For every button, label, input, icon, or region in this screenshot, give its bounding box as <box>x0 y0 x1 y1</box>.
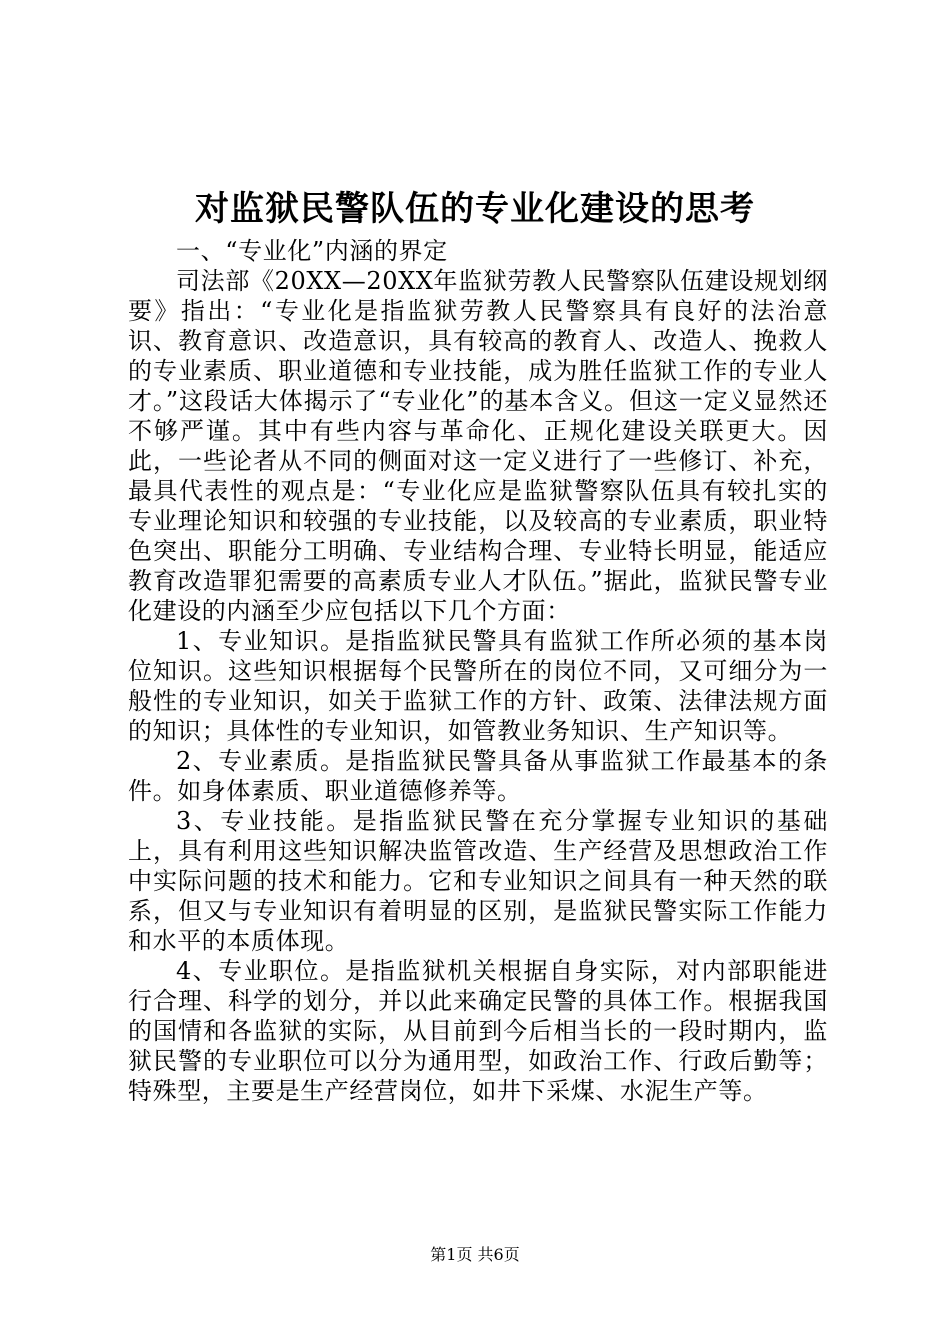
section-heading: 一、“专业化”内涵的界定 <box>176 237 448 265</box>
paragraph: 2、专业素质。是指监狱民警具备从事监狱工作最基本的条件。如身体素质、职业道德修养等。 <box>128 747 828 805</box>
paragraph: 1、专业知识。是指监狱民警具有监狱工作所必须的基本岗位知识。这些知识根据每个民警所在的岗位不同，又可细分为一般性的专业知识，如关于监狱工作的方针、政策、法律法规方面的知识；具体性的专业知识，如管教业务知识、生产知识等。 <box>128 627 828 745</box>
page-number-footer: 第1页 共6页 <box>430 1245 520 1264</box>
paragraph: 司法部《20XX—20XX年监狱劳教人民警察队伍建设规划纲要》指出：“专业化是指监狱劳教人民警察具有良好的法治意识、教育意识、改造意识，具有较高的教育人、改造人、挽救人的专业素质、职业道德和专业技能，成为胜任监狱工作的专业人才。”这段话大体揭示了“专业化”的基本含义。但这一定义显然还不够严谨。其中有些内容与革命化、正规化建设关联更大。因此，一些论者从不同的侧面对这一定义进行了一些修订、补充，最具代表性的观点是：“专业化应是监狱警察队伍具有较扎实的专业理论知识和较强的专业技能，以及较高的专业素质，职业特色突出、职能分工明确、专业结构合理、专业特长明显，能适应教育改造罪犯需要的高素质专业人才队伍。”据此，监狱民警专业化建设的内涵至少应包括以下几个方面： <box>128 267 828 625</box>
document-title: 对监狱民警队伍的专业化建设的思考 <box>195 189 755 229</box>
paragraph: 3、专业技能。是指监狱民警在充分掌握专业知识的基础上，具有利用这些知识解决监管改造、生产经营及思想政治工作中实际问题的技术和能力。它和专业知识之间具有一种天然的联系，但又与专业知识有着明显的区别，是监狱民警实际工作能力和水平的本质体现。 <box>128 807 828 955</box>
document-body <box>128 236 828 1106</box>
paragraph: 4、专业职位。是指监狱机关根据自身实际，对内部职能进行合理、科学的划分，并以此来确定民警的具体工作。根据我国的国情和各监狱的实际，从目前到今后相当长的一段时期内，监狱民警的专业职位可以分为通用型，如政治工作、行政后勤等；特殊型，主要是生产经营岗位，如井下采煤、水泥生产等。 <box>128 957 828 1105</box>
